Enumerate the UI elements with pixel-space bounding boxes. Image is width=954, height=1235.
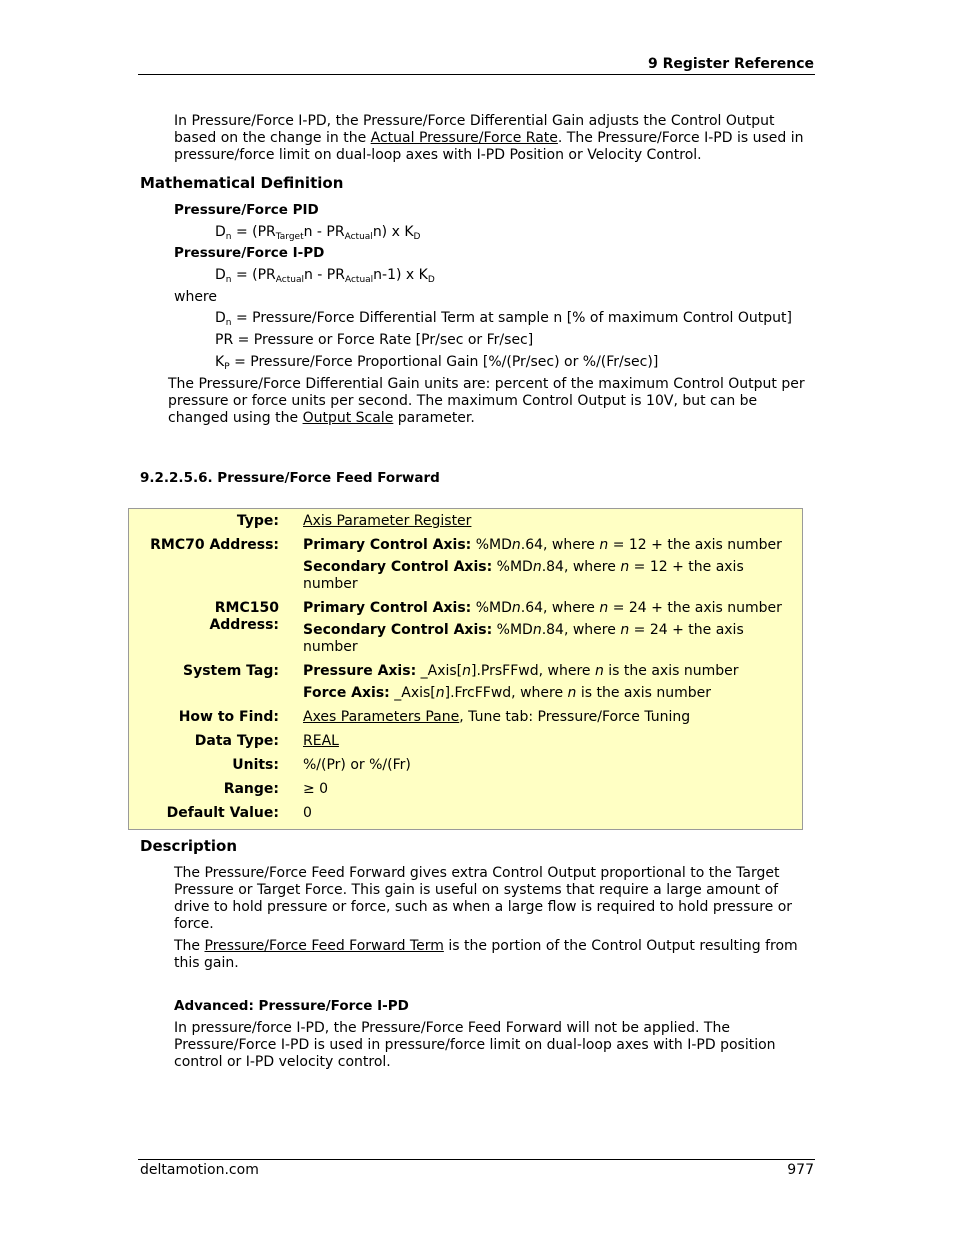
- rmc150-secondary: Secondary Control Axis: %MDn.84, where n = 24 + the axis number: [303, 622, 744, 655]
- feed-forward-term-link[interactable]: Pressure/Force Feed Forward Term: [204, 938, 444, 954]
- tag-force: Force Axis: _Axis[n].FrcFFwd, where n is the axis number: [303, 685, 712, 701]
- section-heading: 9.2.2.5.6. Pressure/Force Feed Forward: [140, 470, 440, 486]
- system-tag-label: System Tag:: [182, 663, 279, 679]
- rmc150-label: RMC150 Address:: [209, 600, 279, 633]
- actual-pressure-rate-link[interactable]: Actual Pressure/Force Rate: [370, 130, 558, 146]
- advanced-paragraph: In pressure/force I-PD, the Pressure/Force Feed Forward will not be applied. The Pressure/Force I-PD is used in pressure/force limit on dual-loop axes with I-PD position control or I-PD velocity control.: [174, 1020, 776, 1070]
- definition-d: $D_n$ = Pressure/Force Differential Term at sample n [% of maximum Control Output]: [215, 310, 792, 328]
- header-rule: [138, 74, 815, 75]
- where-label: where: [174, 289, 217, 305]
- how-to-find-label: How to Find:: [178, 709, 279, 725]
- rmc70-secondary: Secondary Control Axis: %MDn.84, where n = 12 + the axis number: [303, 559, 744, 592]
- tag-pressure: Pressure Axis: _Axis[n].PrsFFwd, where n is the axis number: [303, 663, 739, 679]
- intro-text: In Pressure/Force I-PD, the Pressure/Force Differential Gain adjusts the Control Output based on the change in the: [174, 113, 775, 146]
- pid-label: Pressure/Force PID: [174, 202, 319, 218]
- rmc150-row: [129, 600, 803, 663]
- type-label: Type:: [236, 513, 279, 529]
- units-row: [129, 757, 803, 781]
- data-type-label: Data Type:: [194, 733, 279, 749]
- definition-pr: PR = Pressure or Force Rate [Pr/sec or Fr/sec]: [215, 332, 534, 348]
- description-paragraph-1: The Pressure/Force Feed Forward gives extra Control Output proportional to the Target Pressure or Target Force. This gain is useful on systems that require a large amount of drive to hold pressure or force, such as when a large flow is required to hold pressure or force.: [174, 865, 793, 932]
- real-link[interactable]: REAL: [303, 733, 339, 749]
- units-label: Units:: [232, 757, 279, 773]
- output-scale-link[interactable]: Output Scale: [302, 410, 394, 426]
- running-header: 9 Register Reference: [647, 56, 814, 72]
- description-heading: Description: [140, 837, 238, 855]
- units-value: %/(Pr) or %/(Fr): [303, 757, 411, 773]
- register-info-table: [128, 508, 803, 830]
- ipd-label: Pressure/Force I-PD: [174, 245, 325, 261]
- range-value: ≥ 0: [303, 781, 329, 797]
- footer-rule: [138, 1159, 815, 1160]
- intro-text-end: . The Pressure/Force I-PD is used in pressure/force limit on dual-loop axes with I-PD Position or Velocity Control.: [174, 130, 804, 163]
- rmc150-primary: Primary Control Axis: %MDn.64, where n = 24 + the axis number: [303, 600, 782, 616]
- type-row: [129, 513, 803, 537]
- math-heading: Mathematical Definition: [140, 174, 344, 192]
- rmc70-primary: Primary Control Axis: %MDn.64, where n = 12 + the axis number: [303, 537, 782, 553]
- rmc70-row: [129, 537, 803, 600]
- pid-formula: $D_n = (PR_{Target}n - PR_{Actual}n)$ x $K_D$: [215, 224, 421, 242]
- how-to-find-rest: , Tune tab: Pressure/Force Tuning: [459, 709, 691, 725]
- default-value: 0: [303, 805, 312, 821]
- range-label: Range:: [223, 781, 279, 797]
- axes-parameters-pane-link[interactable]: Axes Parameters Pane: [303, 709, 460, 725]
- system-tag-row: [129, 663, 803, 709]
- rmc70-label: RMC70 Address:: [150, 537, 279, 553]
- default-value-label: Default Value:: [166, 805, 279, 821]
- footer-site: deltamotion.com: [140, 1162, 259, 1178]
- ipd-formula: $D_n = (PR_{Actual}n - PR_{Actual}n-1)$ x $K_D$: [215, 267, 435, 285]
- how-to-find-row: [129, 709, 803, 733]
- intro-paragraph: [174, 113, 814, 164]
- definition-kp: $K_P$ = Pressure/Force Proportional Gain [%/(Pr/sec) or %/(Fr/sec)]: [215, 354, 659, 372]
- units-paragraph: The Pressure/Force Differential Gain units are: percent of the maximum Control Output per pressure or force units per second. The maximum Control Output is 10V, but can be changed using the Output Scale parameter.: [168, 376, 805, 426]
- data-type-row: [129, 733, 803, 757]
- description-paragraph-2: The Pressure/Force Feed Forward Term is the portion of the Control Output resulting from this gain.: [174, 938, 798, 971]
- page-number: 977: [787, 1162, 814, 1178]
- advanced-heading: Advanced: Pressure/Force I-PD: [174, 998, 409, 1014]
- axis-parameter-register-link[interactable]: Axis Parameter Register: [303, 513, 472, 529]
- default-value-row: [129, 805, 803, 830]
- range-row: [129, 781, 803, 805]
